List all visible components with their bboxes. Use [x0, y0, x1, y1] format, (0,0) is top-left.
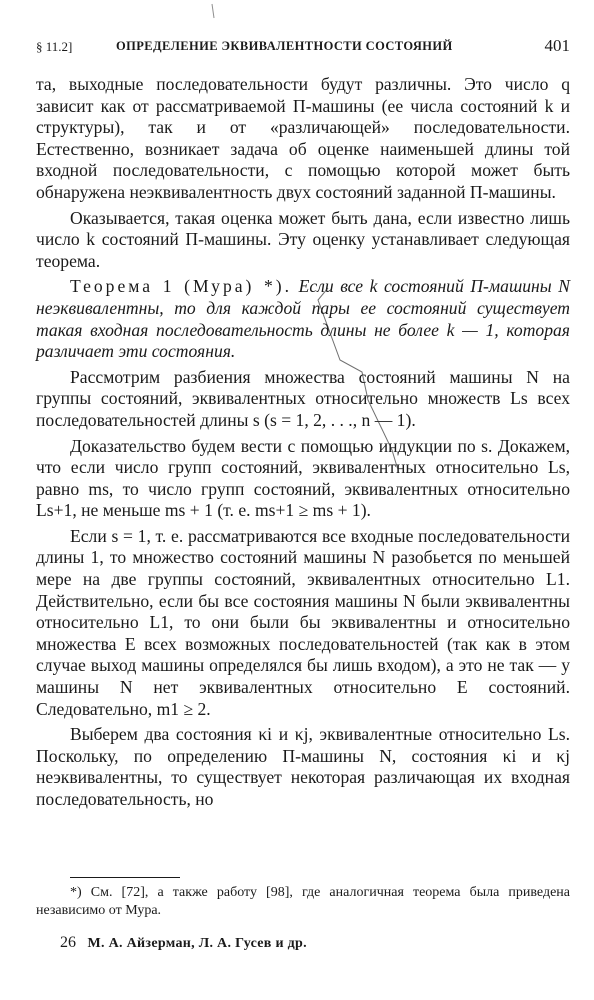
paragraph-4: Доказательство будем вести с помощью индукции по s. Докажем, что если число групп состояний, эквивалентных относительно Ls, равно ms, то число групп состояний, эквивалентных относительно Ls+1, не меньше ms + 1 (т. е. ms+1 ≥ ms + 1). — [36, 435, 570, 521]
paragraph-6: Выберем два состояния κi и κj, эквивалентные относительно Ls. Поскольку, по определению П-машины N, состояния κi и κj неэквивалентны, то существует некоторая различающая их входная последовательность, но — [36, 724, 570, 809]
main-text — [36, 74, 570, 811]
footnote-rule — [70, 877, 180, 878]
footnote-text: *) См. [72], а также работу [98], где аналогичная теорема была приведена независимо от Мура. — [36, 885, 570, 918]
chapter-title: ОПРЕДЕЛЕНИЕ ЭКВИВАЛЕНТНОСТИ СОСТОЯНИЙ — [116, 39, 453, 53]
signature-text: М. А. Айзерман, Л. А. Гусев и др. — [87, 936, 307, 951]
page-number: 401 — [544, 36, 570, 55]
section-number: § 11.2] — [36, 39, 73, 54]
paragraph-5: Если s = 1, т. е. рассматриваются все входные последовательности длины 1, то множество состояний машины N разобьется по меньшей мере на две группы состояний, эквивалентных относительно L1. Действительно, если бы все состояния машины N были эквивалентны относительно L1, то они были бы эквивалентны и относительно множества E всех возможных последовательностей (так как в этом случае выход машины определялся бы лишь входом), а это не так — у машины N нет эквивалентных относительно E состояний. Следовательно, m1 ≥ 2. — [36, 525, 570, 719]
theorem-statement: Если все k состояний П-машины N неэквивалентны, то для каждой пары ее состояний существует такая входная последовательность длины не более k — 1, которая различает эти состояния. — [36, 276, 570, 362]
book-page — [36, 0, 570, 1000]
paragraph-2: Оказывается, такая оценка может быть дана, если известно лишь число k состояний П-машины. Эту оценку устанавливает следующая теорема. — [36, 207, 570, 271]
theorem-label: Теорема 1 (Мура) *). — [70, 276, 293, 297]
printer-signature — [60, 934, 307, 952]
running-head — [36, 36, 570, 58]
signature-number: 26 — [60, 934, 76, 951]
footnote — [36, 884, 570, 920]
paragraph-3: Рассмотрим разбиения множества состояний машины N на группы состояний, эквивалентных относительно множеств Ls всех последовательностей длины s (s = 1, 2, . . ., n — 1). — [36, 366, 570, 430]
theorem-paragraph — [36, 276, 570, 362]
paragraph-1: та, выходные последовательности будут различны. Это число q зависит как от рассматриваемой П-машины (ее числа состояний k и структуры), так и от «различающей» последовательности. Естественно, возникает задача об оценке наименьшей длины той входной последовательности, с помощью которой может быть обнаружена неэквивалентность двух состояний заданной П-машины. — [36, 74, 570, 202]
